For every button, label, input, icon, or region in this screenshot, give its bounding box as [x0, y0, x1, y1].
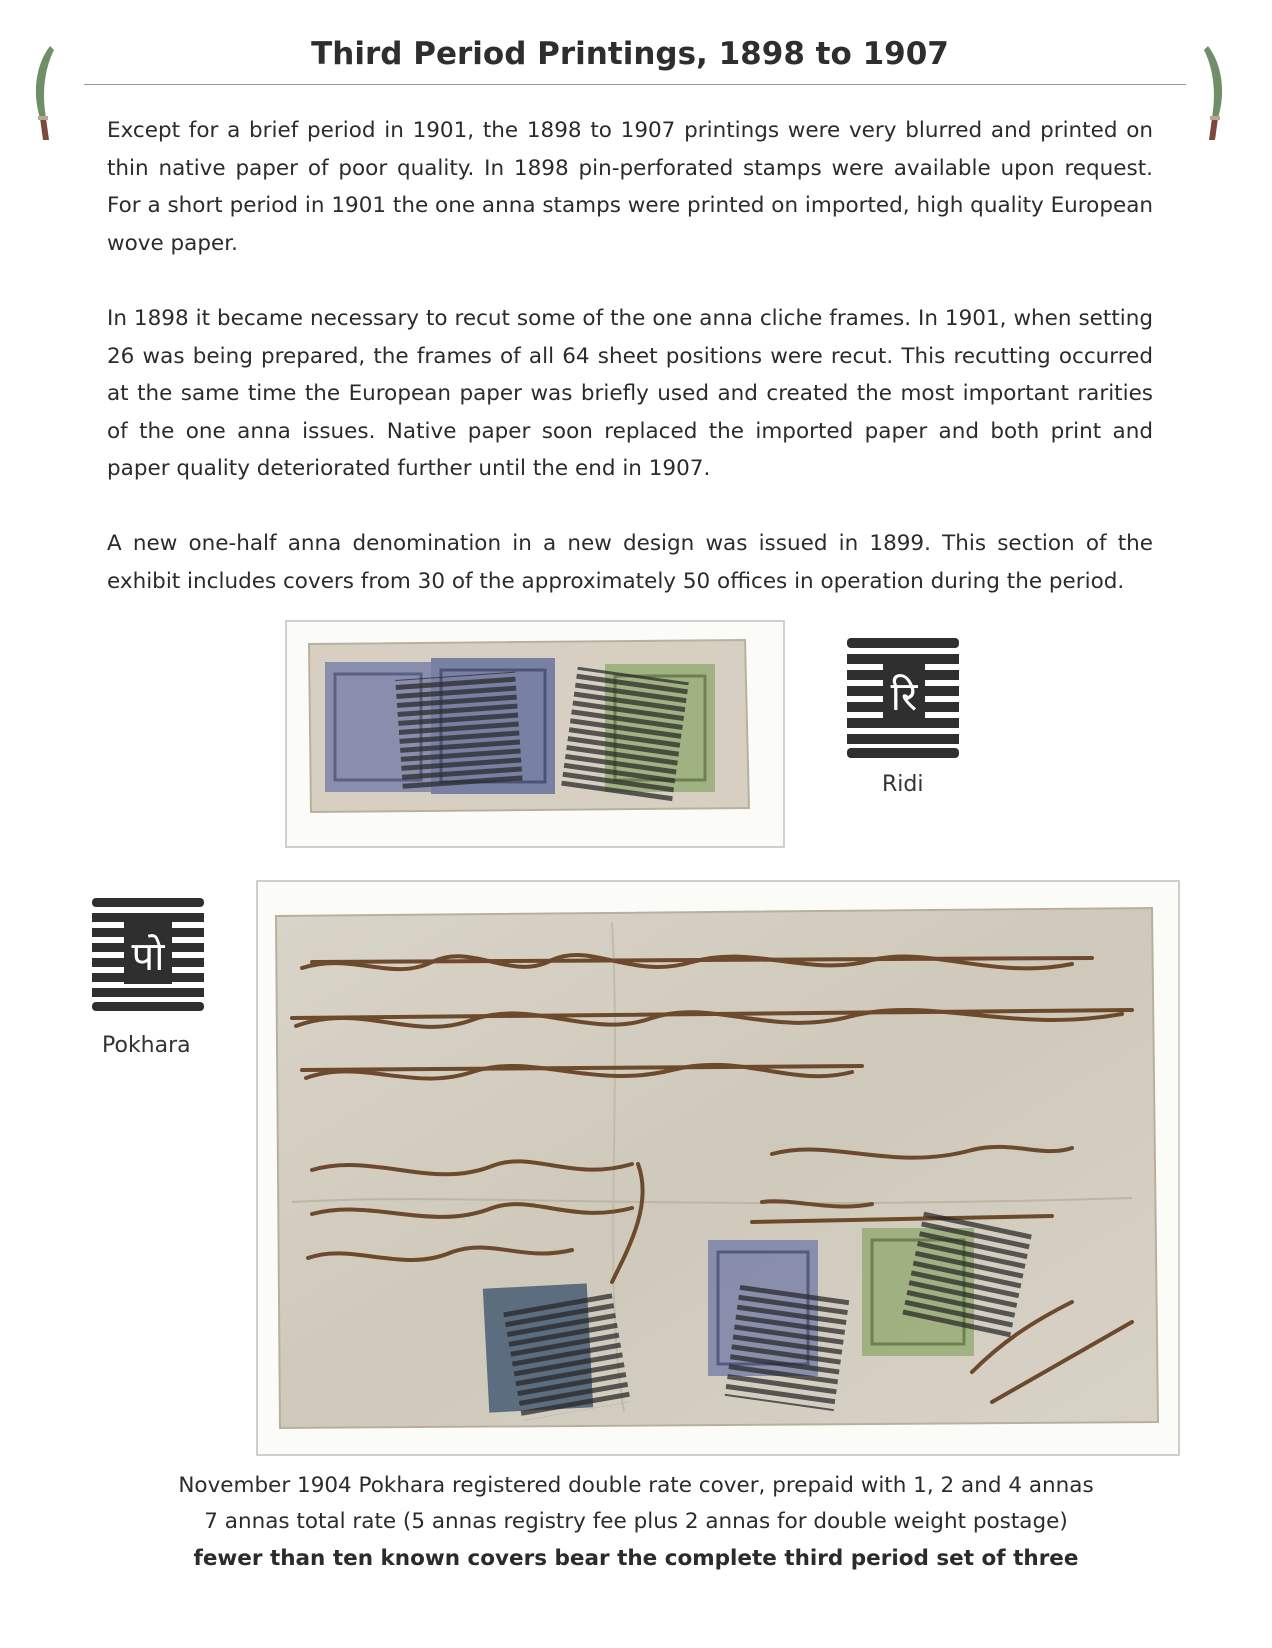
ridi-cancel-icon — [845, 638, 961, 758]
registered-cover — [272, 902, 1162, 1432]
pokhara-cancel-glyph: पो — [131, 934, 165, 980]
postmark-cancel-1 — [395, 672, 522, 790]
stamp-piece-frame — [285, 620, 785, 848]
ridi-stamp-piece — [305, 636, 751, 816]
recut-paragraph: In 1898 it became necessary to recut some of the one anna cliche frames. In 1901, when setting 26 was being prepared, the frames of all 64 sheet positions were recut. This recutting occurred at the same time the European paper was briefly used and created the most important rarities of the one anna issues. Native paper soon replaced the imported paper and both print and paper quality deteriorated further until the end in 1907. — [107, 306, 1153, 481]
postmark-cancel-2 — [561, 667, 689, 801]
intro-paragraph: Except for a brief period in 1901, the 1898 to 1907 printings were very blurred and printed on thin native paper of poor quality. In 1898 pin-perforated stamps were available upon request. For a short period in 1901 the one anna stamps were printed on imported, high quality European wove paper. — [107, 118, 1153, 256]
cover-cancel-2 — [725, 1285, 850, 1411]
kukri-right-icon — [1196, 44, 1226, 144]
ridi-cancel-glyph: रि — [890, 674, 918, 720]
cover-cancel-3 — [902, 1210, 1032, 1340]
cover-cancel-1 — [503, 1293, 630, 1420]
pokhara-cancel-icon — [90, 898, 206, 1012]
cover-frame — [256, 880, 1180, 1456]
caption-line-3: fewer than ten known covers bear the complete third period set of three — [193, 1546, 1079, 1571]
page-title: Third Period Printings, 1898 to 1907 — [311, 36, 949, 72]
caption-line-1: November 1904 Pokhara registered double rate cover, prepaid with 1, 2 and 4 annas — [178, 1473, 1094, 1498]
pokhara-label: Pokhara — [102, 1033, 191, 1058]
title-divider — [84, 84, 1186, 85]
half-anna-paragraph: A new one-half anna denomination in a new design was issued in 1899. This section of the exhibit includes covers from 30 of the approximately 50 offices in operation during the period. — [107, 531, 1153, 594]
caption-line-2: 7 annas total rate (5 annas registry fee plus 2 annas for double weight postage) — [204, 1509, 1068, 1534]
ridi-label: Ridi — [882, 772, 924, 797]
